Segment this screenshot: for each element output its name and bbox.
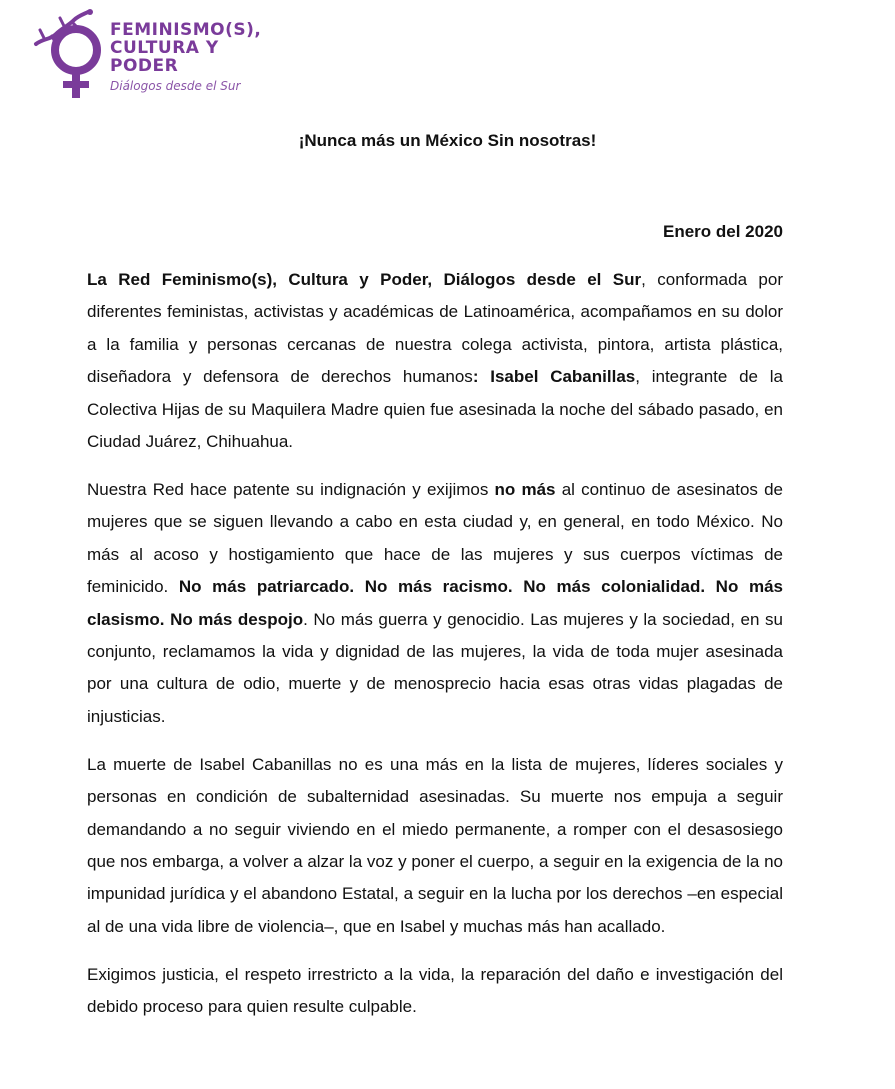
paragraph-4: Exigimos justicia, el respeto irrestricto a la vida, la reparación del daño e investigación del debido proceso para quien resulte culpable. [87, 964, 783, 1017]
p2-text-b: al continuo de asesinatos de mujeres que se siguen llevando a cabo en esta ciudad y, en general, en todo México. No más al acoso y hostigamiento que hace de las mujeres y sus cuerpos víctimas de feminicido. [87, 479, 783, 597]
p2-bold-b: No más patriarcado. No más racismo. No más colonialidad. No más clasismo. No más despojo [87, 577, 783, 629]
paragraph-1 [87, 264, 783, 458]
venus-lizard-icon [30, 8, 110, 100]
logo-line-1: FEMINISMO(S), [110, 20, 262, 40]
paragraph-3: La muerte de Isabel Cabanillas no es una más en la lista de mujeres, líderes sociales y personas en condición de subalternidad asesinadas. Su muerte nos empuja a seguir demandando a no seguir viviendo en el miedo permanente, a romper con el desasosiego que nos embarga, a volver a alzar la voz y poner el cuerpo, a seguir en la exigencia de la no impunidad jurídica y el abandono Estatal, a seguir en la lucha por los derechos –en especial al de una vida libre de violencia–, que en Isabel y muchas más han acallado. [87, 754, 783, 936]
document-title: ¡Nunca más un México Sin nosotras! [298, 131, 597, 150]
document-date: Enero del 2020 [662, 222, 783, 241]
logo-subtitle: Diálogos desde el Sur [110, 78, 241, 93]
document-body [87, 264, 783, 1039]
p1-text-a: , conformada por diferentes feministas, activistas y académicas de Latinoamérica, acompañamos en su dolor a la familia y personas cercanas de nuestra colega activista, pintora, artista plástica, diseñadora y defensora de derechos humanos [87, 270, 784, 387]
p2-text-a: Nuestra Red hace patente su indignación y exijimos [87, 479, 495, 499]
p2-bold-a: no más [494, 479, 556, 499]
p1-bold-name: : Isabel Cabanillas [472, 367, 636, 387]
logo-line-3: PODER [110, 55, 179, 76]
organization-logo [30, 8, 260, 100]
p1-bold-org: La Red Feminismo(s), Cultura y Poder, Diálogos desde el Sur [87, 270, 642, 289]
p2-text-c: . No más guerra y genocidio. Las mujeres y la sociedad, en su conjunto, reclamamos la vida y dignidad de las mujeres, la vida de toda mujer asesinada por una cultura de odio, muerte y de menosprecio hacia esas otras vidas plagadas de injusticias. [87, 609, 784, 726]
p1-text-b: , integrante de la Colectiva Hijas de su Maquilera Madre quien fue asesinada la noche del sábado pasado, en Ciudad Juárez, Chihuahua. [87, 367, 783, 452]
logo-line-2: CULTURA Y [110, 37, 219, 58]
paragraph-2 [87, 474, 783, 733]
